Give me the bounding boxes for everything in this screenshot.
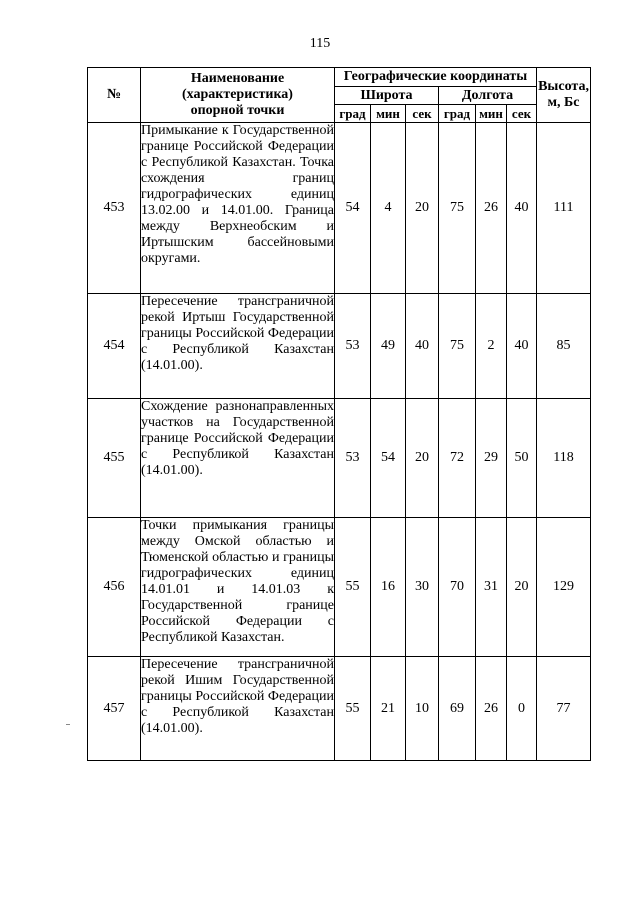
lon-min: 26 xyxy=(476,657,507,761)
lon-min: 2 xyxy=(476,294,507,399)
row-name: Точки примыкания границы между Омской областью и Тюменской областью и границы гидрографических единиц 14.01.01 и 14.01.03 к Государственной границе Российской Федерации с Республикой Казахстан. xyxy=(141,518,335,657)
row-number: 453 xyxy=(88,123,141,294)
row-name: Пересечение трансграничной рекой Ишим Государственной границы Российской Федерации с Республикой Казахстан (14.01.00). xyxy=(141,657,335,761)
page-number: 115 xyxy=(309,36,331,51)
header-lon-deg: град xyxy=(439,105,476,123)
header-lon-sec: сек xyxy=(507,105,537,123)
header-name-line3: опорной точки xyxy=(190,103,285,118)
lon-min: 31 xyxy=(476,518,507,657)
header-name-line2: (характеристика) xyxy=(182,87,293,102)
header-number: № xyxy=(88,68,141,123)
lon-sec: 40 xyxy=(507,294,537,399)
header-height xyxy=(537,68,591,123)
lat-min: 54 xyxy=(371,399,406,518)
header-lon-min: мин xyxy=(476,105,507,123)
header-height-line2: м, Бс xyxy=(547,95,580,110)
lat-min: 21 xyxy=(371,657,406,761)
lat-sec: 20 xyxy=(406,123,439,294)
height: 111 xyxy=(537,123,591,294)
lat-min: 49 xyxy=(371,294,406,399)
lon-sec: 50 xyxy=(507,399,537,518)
height: 129 xyxy=(537,518,591,657)
lat-deg: 53 xyxy=(335,294,371,399)
row-number: 455 xyxy=(88,399,141,518)
lon-deg: 72 xyxy=(439,399,476,518)
table-row xyxy=(88,123,591,294)
lat-deg: 55 xyxy=(335,518,371,657)
lon-sec: 0 xyxy=(507,657,537,761)
lon-sec: 20 xyxy=(507,518,537,657)
lon-deg: 70 xyxy=(439,518,476,657)
header-lat-min: мин xyxy=(371,105,406,123)
lat-deg: 55 xyxy=(335,657,371,761)
margin-mark xyxy=(66,724,70,725)
row-number: 454 xyxy=(88,294,141,399)
header-longitude: Долгота xyxy=(439,87,537,105)
row-name: Пересечение трансграничной рекой Иртыш Государственной границы Российской Федерации с Республикой Казахстан (14.01.00). xyxy=(141,294,335,399)
row-number: 456 xyxy=(88,518,141,657)
lat-min: 4 xyxy=(371,123,406,294)
header-lat-deg: град xyxy=(335,105,371,123)
lat-sec: 30 xyxy=(406,518,439,657)
lon-deg: 75 xyxy=(439,123,476,294)
table-row xyxy=(88,399,591,518)
table-row xyxy=(88,657,591,761)
lon-min: 29 xyxy=(476,399,507,518)
lon-min: 26 xyxy=(476,123,507,294)
table-row xyxy=(88,518,591,657)
reference-points-table xyxy=(87,67,591,761)
row-name: Схождение разнонаправленных участков на Государственной границе Российской Федерации с Республикой Казахстан (14.01.00). xyxy=(141,399,335,518)
lon-deg: 69 xyxy=(439,657,476,761)
header-geo-coords: Географические координаты xyxy=(335,68,537,87)
height: 77 xyxy=(537,657,591,761)
row-name: Примыкание к Государственной границе Российской Федерации с Республикой Казахстан. Точка схождения границ гидрографических единиц 13.02.00 и 14.01.00. Граница между Верхнеобским и Иртышским бассейновыми округами. xyxy=(141,123,335,294)
header-lat-sec: сек xyxy=(406,105,439,123)
header-latitude: Широта xyxy=(335,87,439,105)
lat-min: 16 xyxy=(371,518,406,657)
lon-deg: 75 xyxy=(439,294,476,399)
header-height-line1: Высота, xyxy=(538,79,589,94)
lat-deg: 54 xyxy=(335,123,371,294)
height: 118 xyxy=(537,399,591,518)
lat-sec: 20 xyxy=(406,399,439,518)
lat-sec: 10 xyxy=(406,657,439,761)
header-name-line1: Наименование xyxy=(190,71,285,86)
lon-sec: 40 xyxy=(507,123,537,294)
row-number: 457 xyxy=(88,657,141,761)
lat-deg: 53 xyxy=(335,399,371,518)
height: 85 xyxy=(537,294,591,399)
table-row xyxy=(88,294,591,399)
lat-sec: 40 xyxy=(406,294,439,399)
header-name xyxy=(141,68,335,123)
